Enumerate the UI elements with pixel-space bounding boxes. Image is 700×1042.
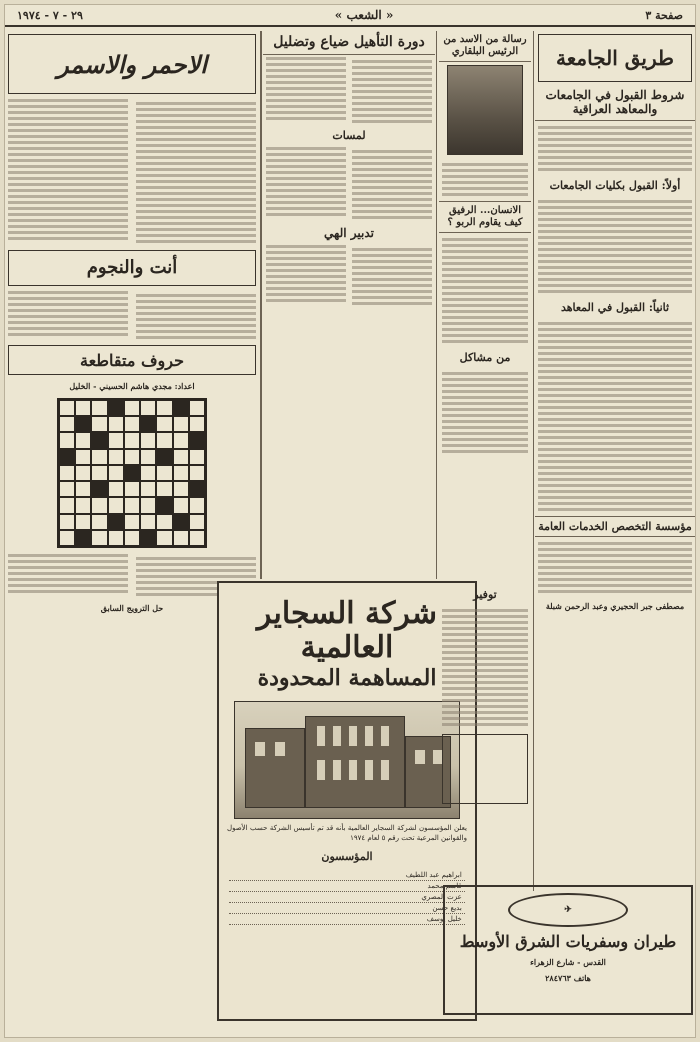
problems-headline: من مشاكل	[459, 351, 511, 364]
asthma-headline: الانسان... الرفيق كيف يقاوم الربو ؟	[439, 201, 531, 233]
university-body	[535, 121, 695, 176]
letter-column	[439, 31, 531, 579]
ad-notice: يعلن المؤسسون لشركة السجاير العالمية بأنه قد تم تأسيس الشركة حسب الأصول والقوانين المرعية تحت رقم ٥ لعام ١٩٧٤	[227, 824, 467, 842]
portrait-photo	[447, 65, 523, 155]
table-row: قاسم محمد	[229, 881, 465, 892]
previous-solution: حل الترويج السابق	[100, 602, 164, 613]
table-row: خليل يوسف	[229, 914, 465, 925]
university-headline: شروط القبول في الجامعات والمعاهد العراقية	[535, 85, 695, 121]
center-column	[263, 31, 435, 579]
crossword-banner: حروف متقاطعة	[80, 350, 184, 370]
crossword-credit: اعداد: مجدي هاشم الحسيني - الخليل	[69, 381, 195, 391]
table-row: ابراهيم عبد اللطيف	[229, 870, 465, 881]
services-credit: مصطفى جبر الحجيري وعبد الرحمن شبلة	[545, 600, 685, 611]
touches-headline: لمسات	[332, 129, 366, 143]
left-banner: الاحمر والاسمر	[57, 49, 207, 79]
airline-phone: هاتف ٢٨٤٧٦٣	[545, 973, 591, 983]
ad-subbrand: المساهمة المحدودة	[257, 665, 437, 691]
founders-table	[229, 870, 465, 925]
founders-header: المؤسسون	[321, 850, 373, 863]
horoscope-banner: أنت والنجوم	[86, 257, 178, 278]
savings-column	[439, 585, 531, 885]
ad-brand: شركة السجاير العالمية	[256, 596, 438, 665]
center-headline: دورة التأهيل ضياع وتضليل	[263, 31, 435, 55]
page-number: صفحة ٣	[645, 8, 683, 22]
savings-headline: توفير	[473, 588, 497, 601]
newspaper-page	[4, 4, 696, 1038]
university-sub2: ثانياً: القبول في المعاهد	[560, 300, 670, 314]
university-banner: طريق الجامعة	[556, 46, 674, 70]
university-sub1: أولاً: القبول بكليات الجامعات	[549, 178, 681, 192]
crossword-grid	[57, 398, 207, 548]
airline-address: القدس - شارع الزهراء	[530, 957, 606, 967]
paper-name: « الشعب »	[334, 8, 394, 22]
table-row: عزت المصري	[229, 892, 465, 903]
issue-date: ٢٩ - ٧ - ١٩٧٤	[17, 8, 83, 22]
airline-emblem-icon: ✈	[508, 893, 628, 927]
divine-plan-headline: تدبير الهي	[324, 225, 374, 240]
table-row: بديع حسن	[229, 903, 465, 914]
services-title: مؤسسة التخصص الخدمات العامة	[535, 516, 695, 537]
cigarette-company-ad	[217, 581, 477, 1021]
masthead	[5, 5, 695, 27]
letter-headline: رسالة من الاسد من الرئيس البلقاري	[439, 31, 531, 62]
airline-title: طيران وسفريات الشرق الأوسط	[459, 932, 677, 951]
airline-ad	[443, 885, 693, 1015]
factory-photo	[234, 701, 460, 819]
